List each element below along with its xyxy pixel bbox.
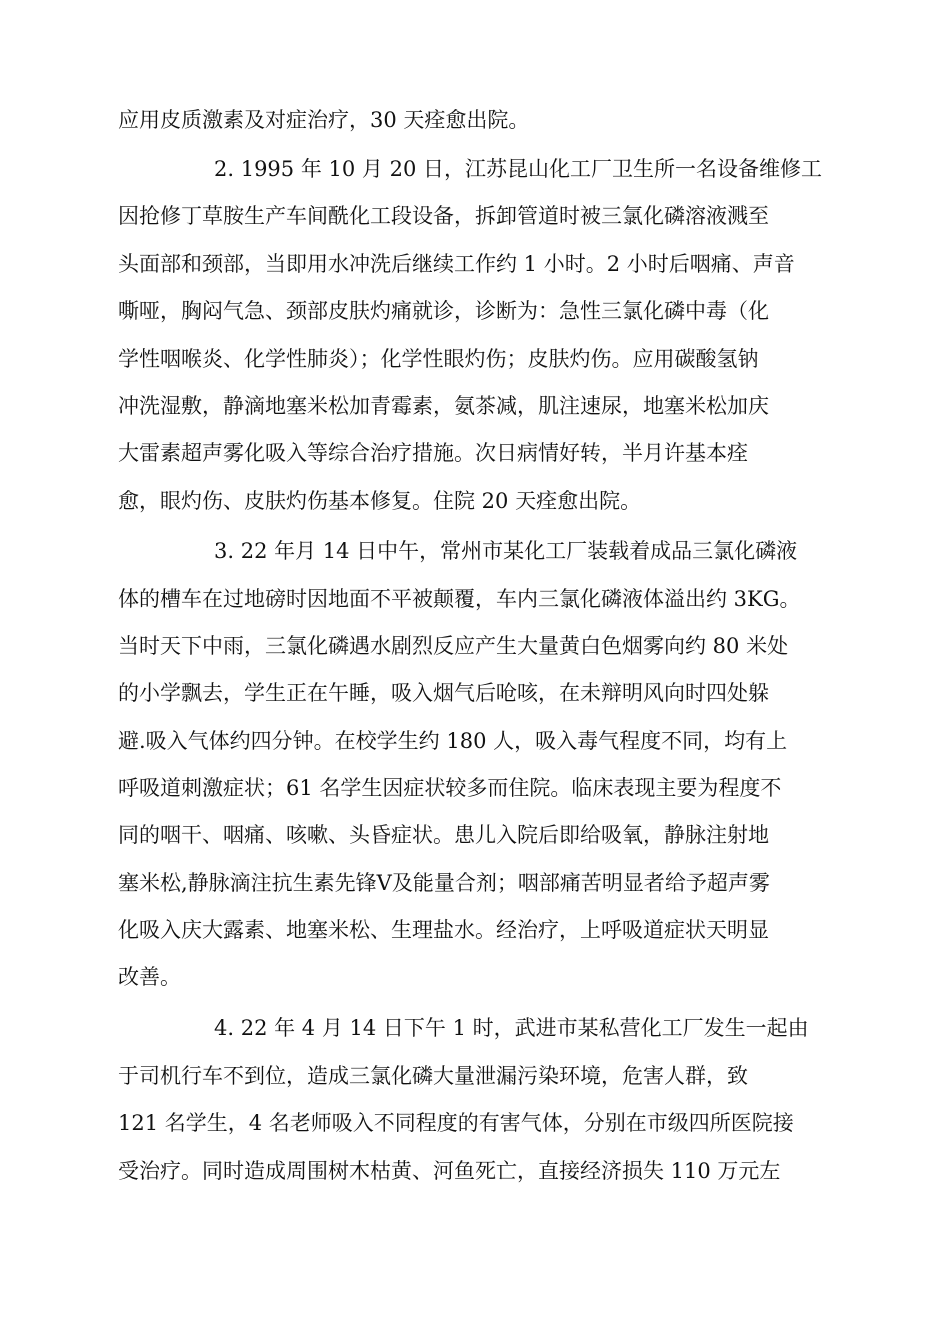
text-line: 的小学飘去，学生正在午睡，吸入烟气后呛咳，在未辩明风向时四处躲 <box>118 681 769 705</box>
paragraph-4-first-line: 4. 22 年 4 月 14 日下午 1 时，武进市某私营化工厂发生一起由 <box>214 1016 809 1040</box>
text-line: 大雷素超声雾化吸入等综合治疗措施。次日病情好转，半月许基本痊 <box>118 441 748 465</box>
paragraph-3-first-line: 3. 22 年月 14 日中午，常州市某化工厂装载着成品三氯化磷液 <box>214 539 798 563</box>
text-line: 因抢修丁草胺生产车间酰化工段设备，拆卸管道时被三氯化磷溶液溅至 <box>118 204 769 228</box>
text-line: 121 名学生，4 名老师吸入不同程度的有害气体，分别在市级四所医院接 <box>118 1111 794 1135</box>
text-line: 嘶哑，胸闷气急、颈部皮肤灼痛就诊，诊断为：急性三氯化磷中毒（化 <box>118 299 769 323</box>
text-line: 呼吸道刺激症状；61 名学生因症状较多而住院。临床表现主要为程度不 <box>118 776 782 800</box>
text-line: 塞米松,静脉滴注抗生素先锋Ⅴ及能量合剂；咽部痛苦明显者给予超声雾 <box>118 871 770 895</box>
text-line: 体的槽车在过地磅时因地面不平被颠覆，车内三氯化磷液体溢出约 3KG。 <box>118 587 801 611</box>
text-line: 于司机行车不到位，造成三氯化磷大量泄漏污染环境，危害人群，致 <box>118 1064 748 1088</box>
text-line: 同的咽干、咽痛、咳嗽、头昏症状。患儿入院后即给吸氧，静脉注射地 <box>118 823 769 847</box>
text-line: 应用皮质激素及对症治疗，30 天痊愈出院。 <box>118 108 530 132</box>
text-line: 冲洗湿敷，静滴地塞米松加青霉素，氨茶减，肌注速尿，地塞米松加庆 <box>118 394 769 418</box>
text-line: 避.吸入气体约四分钟。在校学生约 180 人，吸入毒气程度不同，均有上 <box>118 729 788 753</box>
paragraph-2-first-line: 2. 1995 年 10 月 20 日，江苏昆山化工厂卫生所一名设备维修工 <box>214 157 822 181</box>
text-line: 当时天下中雨，三氯化磷遇水剧烈反应产生大量黄白色烟雾向约 80 米处 <box>118 634 789 658</box>
text-line: 改善。 <box>118 965 181 989</box>
text-line: 化吸入庆大露素、地塞米松、生理盐水。经治疗，上呼吸道症状天明显 <box>118 918 769 942</box>
text-line: 受治疗。同时造成周围树木枯黄、河鱼死亡，直接经济损失 110 万元左 <box>118 1159 781 1183</box>
text-line: 愈，眼灼伤、皮肤灼伤基本修复。住院 20 天痊愈出院。 <box>118 489 642 513</box>
text-line: 学性咽喉炎、化学性肺炎）；化学性眼灼伤；皮肤灼伤。应用碳酸氢钠 <box>118 347 759 371</box>
text-line: 头面部和颈部，当即用水冲洗后继续工作约 1 小时。2 小时后咽痛、声音 <box>118 252 795 276</box>
